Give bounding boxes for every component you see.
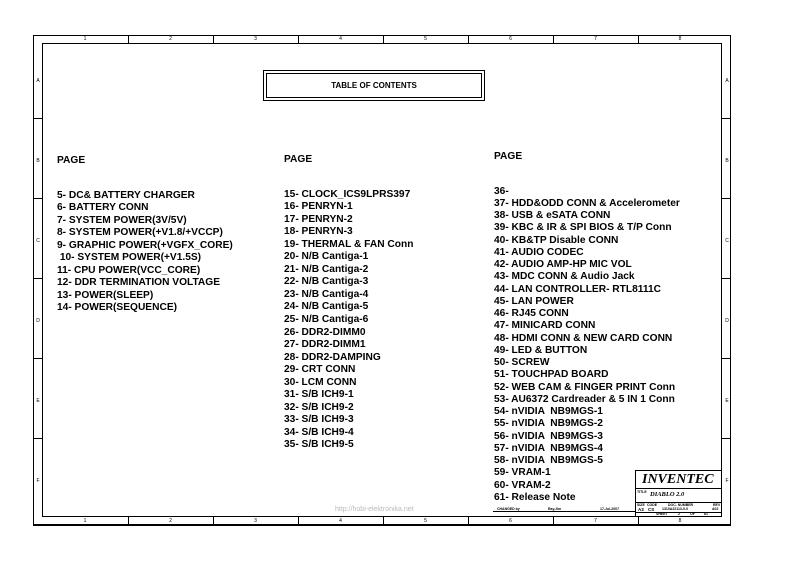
doc-value: 1310A22113-0-0 — [662, 507, 689, 511]
row-letter: C — [725, 238, 729, 244]
toc-entry: 61- Release Note — [494, 491, 576, 503]
toc-entry: 14- POWER(SEQUENCE) — [57, 302, 178, 314]
code-label: CODE — [647, 503, 658, 507]
toc-entry: 29- CRT CONN — [284, 364, 356, 376]
row-tick — [33, 198, 42, 199]
toc-entry: 36- — [494, 185, 509, 197]
toc-entry: 49- LED & BUTTON — [494, 344, 588, 356]
column-number: 6 — [509, 36, 512, 42]
column-tick — [383, 517, 384, 525]
row-letter: C — [36, 238, 40, 244]
row-letter: D — [725, 318, 729, 324]
title-box — [263, 70, 485, 101]
row-tick — [33, 358, 42, 359]
row-tick — [722, 278, 731, 279]
toc-entry: 34- S/B ICH9-4 — [284, 426, 354, 438]
toc-entry: 25- N/B Cantiga-6 — [284, 313, 369, 325]
column-tick — [298, 517, 299, 525]
toc-entry: 10- SYSTEM POWER(+V1.5S) — [57, 252, 202, 264]
column-tick — [128, 517, 129, 525]
changed-by-label: CHANGED by — [497, 507, 520, 511]
toc-entry: 15- CLOCK_ICS9LPRS397 — [284, 188, 411, 200]
toc-entry: 38- USB & eSATA CONN — [494, 210, 611, 221]
toc-entry: 41- AUDIO CODEC — [494, 246, 584, 258]
toc-entry: 55- nVIDIA NB9MGS-2 — [494, 418, 603, 430]
column-number: 1 — [83, 36, 87, 42]
column-tick — [468, 35, 469, 43]
watermark: http://hobi-elektronika.net — [335, 506, 414, 513]
row-letter: E — [725, 398, 729, 404]
changed-by-value: Ray,Jim — [548, 507, 562, 511]
toc-entry: 13- POWER(SLEEP) — [57, 289, 154, 301]
sheet-label: SHEET — [656, 512, 668, 516]
row-letter: E — [36, 398, 40, 404]
column-tick — [638, 35, 639, 43]
toc-entry: 40- KB&TP Disable CONN — [494, 234, 619, 246]
row-letter: A — [725, 78, 729, 84]
row-letter: F — [725, 478, 729, 484]
column-header: PAGE — [494, 151, 523, 162]
doc-label: DOC. NUMBER — [668, 503, 694, 507]
change-row-line — [493, 511, 635, 512]
project-title: DIABLO 2.0 — [650, 491, 685, 498]
toc-entry: 11- CPU POWER(VCC_CORE) — [57, 264, 201, 276]
toc-entry: 59- VRAM-1 — [494, 467, 551, 479]
toc-column-2 — [284, 131, 414, 451]
toc-entry: 22- N/B Cantiga-3 — [284, 276, 369, 288]
row-letter: B — [36, 158, 40, 164]
toc-entry: 20- N/B Cantiga-1 — [284, 251, 369, 263]
frame-line — [33, 525, 731, 526]
column-number: 6 — [509, 518, 512, 524]
row-tick — [33, 118, 42, 119]
toc-entry: 42- AUDIO AMP-HP MIC VOL — [494, 259, 632, 270]
toc-entry: 60- VRAM-2 — [494, 479, 551, 491]
column-number: 8 — [678, 36, 682, 42]
toc-entry: 51- TOUCHPAD BOARD — [494, 369, 609, 381]
toc-entry: 53- AU6372 Cardreader & 5 IN 1 Conn — [494, 393, 675, 405]
toc-entry: 35- S/B ICH9-5 — [284, 439, 354, 451]
date-value: 17-Jul-2007 — [600, 507, 620, 511]
code-value: CS — [648, 507, 655, 512]
row-letter: B — [725, 158, 729, 164]
toc-entry: 26- DDR2-DIMM0 — [284, 326, 366, 338]
column-tick — [553, 35, 554, 43]
column-number: 3 — [254, 518, 257, 524]
row-tick — [722, 118, 731, 119]
toc-entry: 31- S/B ICH9-1 — [284, 389, 354, 401]
toc-column-1 — [57, 132, 233, 314]
page-title: TABLE OF CONTENTS — [266, 73, 482, 98]
title-block — [635, 470, 722, 517]
toc-entry: 5- DC& BATTERY CHARGER — [57, 189, 195, 201]
column-number: 8 — [678, 518, 682, 524]
row-letter: F — [36, 478, 40, 484]
toc-entry: 47- MINICARD CONN — [494, 320, 596, 332]
column-tick — [213, 35, 214, 43]
size-label: SIZE — [637, 503, 645, 507]
company-name: INVENTEC — [642, 472, 714, 487]
column-tick — [213, 517, 214, 525]
column-tick — [468, 517, 469, 525]
column-tick — [128, 35, 129, 43]
toc-entry: 39- KBC & IR & SPI BIOS & T/P Conn — [494, 222, 672, 234]
toc-entry: 21- N/B Cantiga-2 — [284, 263, 369, 275]
toc-entry: 27- DDR2-DIMM1 — [284, 339, 366, 351]
sheet-value: 2 — [678, 512, 680, 516]
toc-entry: 18- PENRYN-3 — [284, 226, 353, 238]
column-number: 7 — [594, 36, 597, 42]
toc-entry: 24- N/B Cantiga-5 — [284, 301, 369, 313]
column-tick — [383, 35, 384, 43]
column-number: 4 — [339, 36, 342, 42]
toc-entry: 9- GRAPHIC POWER(+VGFX_CORE) — [57, 239, 233, 251]
toc-entry: 58- nVIDIA NB9MGS-5 — [494, 455, 603, 466]
toc-entry: 28- DDR2-DAMPING — [284, 351, 381, 363]
rev-value: A02 — [712, 507, 719, 511]
column-number: 2 — [169, 518, 172, 524]
size-value: A3 — [638, 507, 644, 512]
column-number: 3 — [254, 36, 257, 42]
of-value: 61 — [704, 512, 708, 516]
column-number: 1 — [83, 518, 87, 524]
toc-entry: 19- THERMAL & FAN Conn — [284, 238, 414, 250]
toc-entry: 12- DDR TERMINATION VOLTAGE — [57, 277, 220, 289]
toc-entry: 16- PENRYN-1 — [284, 201, 353, 213]
row-letter: D — [36, 318, 40, 324]
toc-entry: 46- RJ45 CONN — [494, 308, 569, 319]
of-label: OF — [690, 512, 695, 516]
toc-entry: 52- WEB CAM & FINGER PRINT Conn — [494, 381, 676, 393]
column-number: 2 — [169, 36, 172, 42]
toc-entry: 17- PENRYN-2 — [284, 213, 353, 225]
column-tick — [638, 517, 639, 525]
toc-entry: 37- HDD&ODD CONN & Accelerometer — [494, 197, 680, 209]
toc-entry: 44- LAN CONTROLLER- RTL8111C — [494, 283, 661, 295]
toc-entry: 8- SYSTEM POWER(+V1.8/+VCCP) — [57, 227, 223, 239]
toc-entry: 54- nVIDIA NB9MGS-1 — [494, 406, 603, 417]
column-tick — [298, 35, 299, 43]
row-tick — [33, 438, 42, 439]
column-header: PAGE — [284, 154, 313, 165]
toc-entry: 48- HDMI CONN & NEW CARD CONN — [494, 332, 673, 344]
row-letter: A — [36, 78, 40, 84]
toc-entry: 56- nVIDIA NB9MGS-3 — [494, 430, 603, 442]
toc-entry: 57- nVIDIA NB9MGS-4 — [494, 442, 603, 454]
column-header: PAGE — [57, 155, 86, 166]
toc-entry: 43- MDC CONN & Audio Jack — [494, 271, 635, 283]
column-number: 5 — [424, 36, 427, 42]
row-tick — [722, 358, 731, 359]
row-tick — [722, 198, 731, 199]
toc-entry: 33- S/B ICH9-3 — [284, 414, 354, 426]
toc-entry: 30- LCM CONN — [284, 376, 357, 388]
column-number: 7 — [594, 518, 597, 524]
column-tick — [553, 517, 554, 525]
toc-entry: 32- S/B ICH9-2 — [284, 401, 354, 413]
row-tick — [722, 438, 731, 439]
toc-entry: 7- SYSTEM POWER(3V/5V) — [57, 214, 187, 226]
toc-entry: 6- BATTERY CONN — [57, 202, 149, 214]
toc-entry: 45- LAN POWER — [494, 295, 574, 307]
title-label: TITLE — [637, 490, 647, 494]
toc-entry: 50- SCREW — [494, 357, 550, 368]
row-tick — [33, 278, 42, 279]
column-number: 4 — [339, 518, 342, 524]
column-number: 5 — [424, 518, 427, 524]
rev-label: REV — [713, 503, 721, 507]
toc-entry: 23- N/B Cantiga-4 — [284, 288, 369, 300]
